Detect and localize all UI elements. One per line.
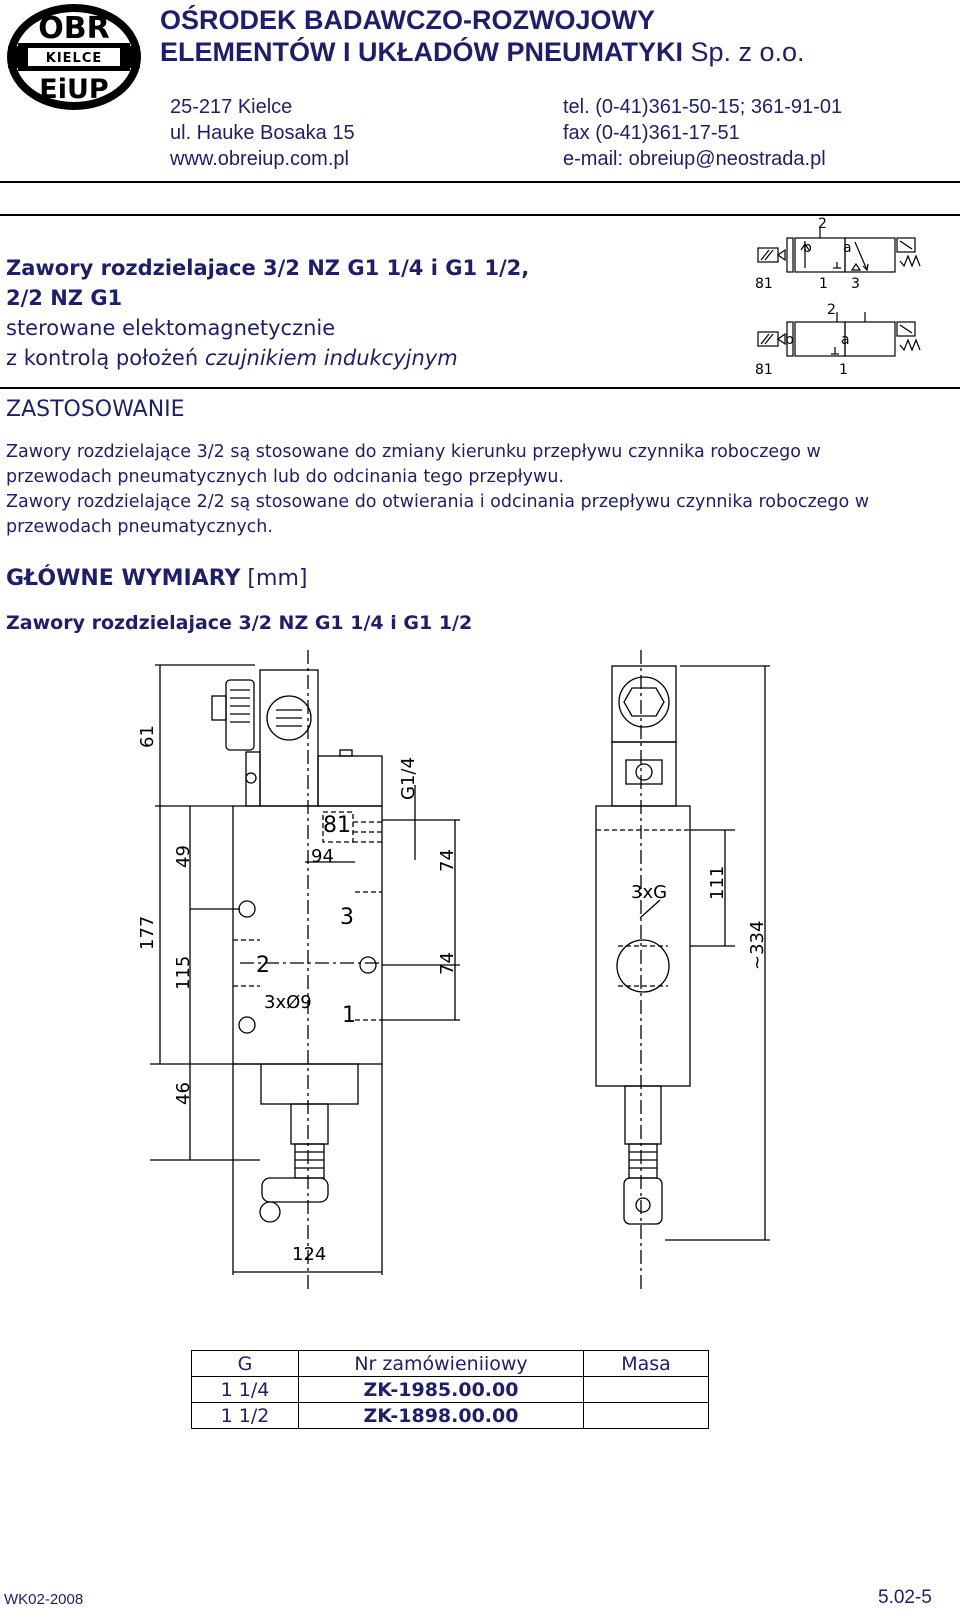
col-header-mass: Masa — [584, 1351, 709, 1377]
company-name-line2 — [160, 37, 805, 67]
title-line4 — [6, 343, 529, 373]
address-street: ul. Hauke Bosaka 15 — [170, 122, 355, 144]
port-2: 2 — [256, 953, 270, 978]
company-name-bold: ELEMENTÓW I UKŁADÓW PNEUMATYKI — [160, 37, 683, 67]
footer-page-number: 5.02-5 — [878, 1587, 932, 1608]
symbol-bottom-port-2: 2 — [827, 302, 836, 318]
dim-g1-4: G1/4 — [398, 757, 419, 800]
company-contact — [563, 94, 842, 172]
col-header-order-number: Nr zamówieniiowy — [299, 1351, 584, 1377]
symbol-top-a: a — [843, 240, 852, 256]
logo-text-obr: OBR — [38, 11, 110, 46]
cell-mass — [584, 1403, 709, 1429]
side-view — [596, 650, 770, 1290]
symbol-bottom-a: a — [841, 332, 850, 348]
zastosowanie-para1: Zawory rozdzielające 3/2 są stosowane do zmiany kierunku przepływu czynnika roboczego w przewodach pneumatycznych lub do odcinania tego przepływu. — [6, 442, 821, 487]
thread-label: 3xG — [631, 882, 668, 903]
zastosowanie-para2: Zawory rozdzielające 2/2 są stosowane do otwierania i odcinania przepływu czynnika roboczego w przewodach pneumatycznych. — [6, 492, 870, 537]
cell-g: 1 1/4 — [192, 1377, 299, 1403]
table-header-row — [192, 1351, 709, 1377]
zastosowanie-body — [6, 440, 926, 540]
dim-177: 177 — [137, 915, 158, 950]
contact-email[interactable]: e-mail: obreiup@neostrada.pl — [563, 148, 826, 170]
front-view — [150, 650, 460, 1290]
document-title — [6, 253, 529, 373]
order-table — [191, 1350, 709, 1429]
dim-115: 115 — [173, 955, 194, 990]
title-line4-plain: z kontrolą położeń — [6, 346, 205, 370]
dim-74-lower: 74 — [437, 952, 458, 975]
dim-334: ~334 — [747, 920, 768, 970]
wymiary-heading-bold: GŁÓWNE WYMIARY — [6, 566, 241, 591]
section-heading-wymiary — [6, 566, 307, 591]
symbol-3-2-valve — [758, 228, 920, 272]
title-line1: Zawory rozdzielajace 3/2 NZ G1 1/4 i G1 1/2, — [6, 256, 530, 280]
logo-text-kielce: KIELCE — [45, 51, 103, 66]
port-3: 3 — [340, 905, 354, 930]
symbol-bottom-port-1: 1 — [839, 362, 848, 378]
symbol-top-b: b — [803, 240, 812, 256]
company-name-line1: OŚRODEK BADAWCZO-ROZWOJOWY — [160, 5, 655, 35]
wymiary-subheading: Zawory rozdzielajace 3/2 NZ G1 1/4 i G1 1/2 — [6, 612, 473, 634]
table-row — [192, 1403, 709, 1429]
contact-phone: tel. (0-41)361-50-15; 361-91-01 — [563, 96, 843, 118]
dim-94: 94 — [311, 846, 334, 867]
footer-doc-code: WK02-2008 — [4, 1591, 84, 1608]
section-heading-zastosowanie: ZASTOSOWANIE — [6, 397, 185, 422]
dim-49: 49 — [173, 845, 194, 868]
company-logo — [4, 2, 144, 112]
symbol-top-port-2: 2 — [818, 216, 827, 232]
title-bottom-divider — [0, 387, 960, 389]
cell-order-number: ZK-1985.00.00 — [299, 1377, 584, 1403]
symbol-bottom-b: b — [785, 332, 794, 348]
table-row — [192, 1377, 709, 1403]
header-divider — [0, 181, 960, 183]
col-header-g: G — [192, 1351, 299, 1377]
symbol-top-label-81: 81 — [755, 276, 773, 292]
dim-61: 61 — [137, 725, 158, 748]
company-name-suffix: Sp. z o.o. — [682, 37, 805, 67]
dim-46: 46 — [173, 1082, 194, 1105]
valve-symbols — [755, 216, 960, 386]
symbol-2-2-valve — [758, 312, 920, 356]
port-1: 1 — [342, 1003, 356, 1028]
address-city: 25-217 Kielce — [170, 96, 293, 118]
technical-drawing — [0, 650, 960, 1310]
cell-mass — [584, 1377, 709, 1403]
symbol-top-port-1: 1 — [819, 276, 828, 292]
port-81: 81 — [323, 813, 351, 838]
dim-124: 124 — [292, 1244, 327, 1265]
title-line2: 2/2 NZ G1 — [6, 286, 123, 310]
dim-74-upper: 74 — [437, 849, 458, 872]
cell-order-number: ZK-1898.00.00 — [299, 1403, 584, 1429]
company-address — [170, 94, 355, 172]
holes-label: 3xØ9 — [264, 992, 312, 1013]
title-line3: sterowane elektomagnetycznie — [6, 316, 336, 340]
title-line4-italic: czujnikiem indukcyjnym — [204, 346, 458, 370]
dim-111: 111 — [707, 865, 728, 900]
logo-text-eiup: EiUP — [39, 74, 109, 105]
symbol-bottom-label-81: 81 — [755, 362, 773, 378]
wymiary-heading-unit: [mm] — [240, 566, 308, 591]
cell-g: 1 1/2 — [192, 1403, 299, 1429]
website-link[interactable]: www.obreiup.com.pl — [170, 148, 349, 170]
contact-fax: fax (0-41)361-17-51 — [563, 122, 740, 144]
logo-graphic — [4, 2, 144, 112]
symbol-top-port-3: 3 — [851, 276, 860, 292]
